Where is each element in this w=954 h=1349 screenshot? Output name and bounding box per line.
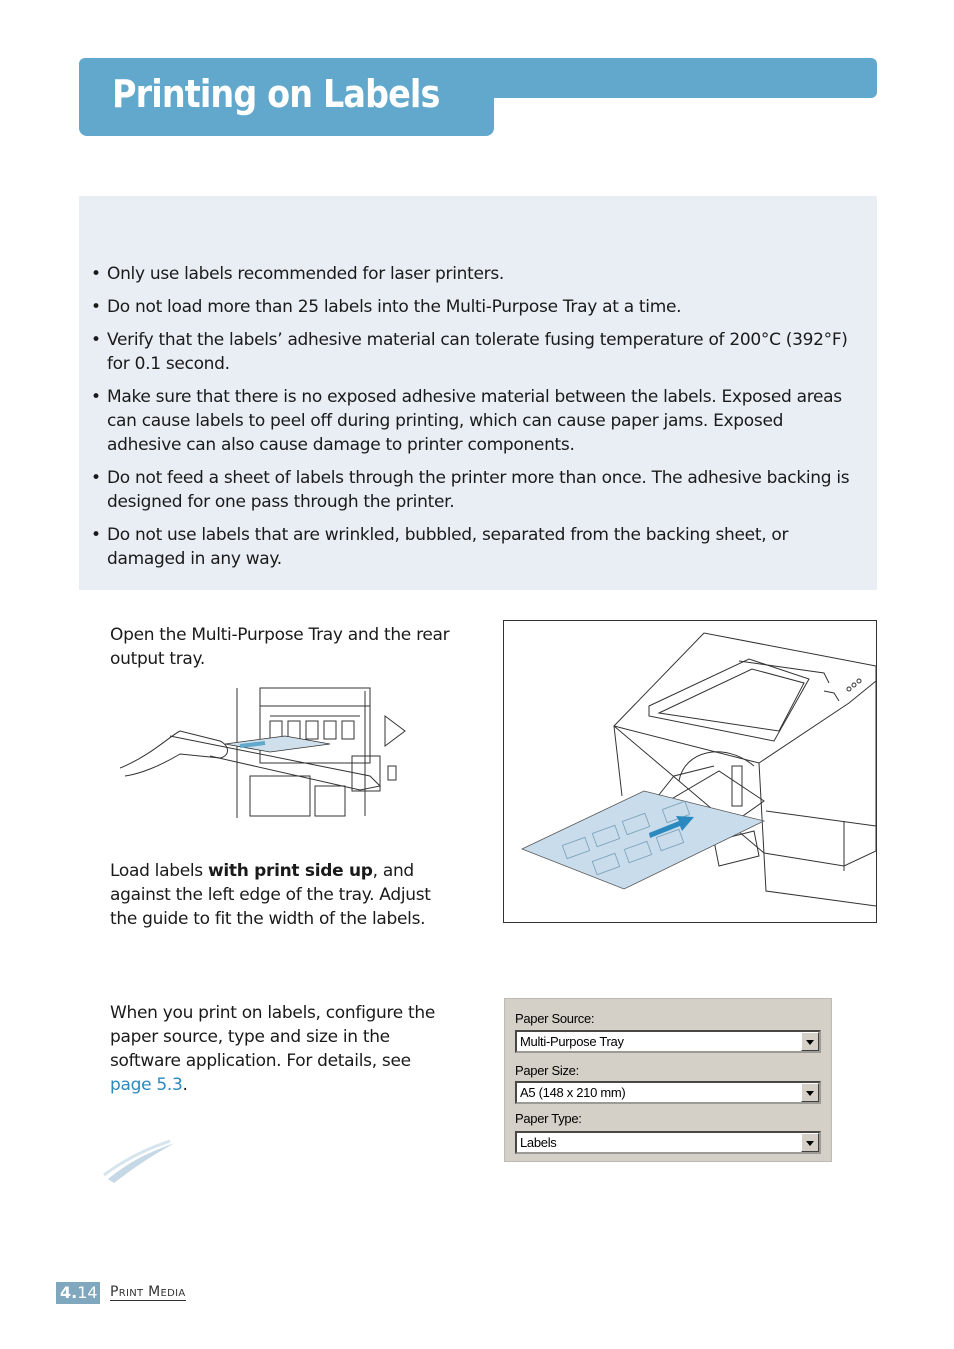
chevron-down-icon[interactable] (801, 1133, 819, 1152)
open-tray-illustration (120, 686, 420, 821)
paper-source-value: Multi-Purpose Tray (520, 1034, 624, 1049)
guideline-item: • Only use labels recommended for laser printers. (91, 264, 505, 284)
step-2-text: Load labels with print side up, and against the left edge of the tray. Adjust the guide to fit the width of the labels. (110, 861, 431, 929)
page-title: Printing on Labels (112, 72, 440, 116)
page-link[interactable]: page 5.3 (110, 1075, 183, 1095)
guideline-item: • Make sure that there is no exposed adhesive material between the labels. Exposed areas can cause labels to peel off during printing, which can cause paper jams. Exposed adhesive can also cause damage to printer components. (91, 387, 842, 455)
title-banner-notch (494, 98, 877, 138)
paper-size-select[interactable] (515, 1081, 821, 1104)
footer-section-title: Print Media (110, 1284, 186, 1300)
page-number-badge: 4.14 (56, 1282, 100, 1304)
guideline-item: • Verify that the labels’ adhesive material can tolerate fusing temperature of 200°C (392°F) for 0.1 second. (91, 330, 848, 374)
printer-illustration-frame (503, 620, 877, 923)
chevron-down-icon[interactable] (801, 1032, 819, 1051)
paper-size-value: A5 (148 x 210 mm) (520, 1085, 626, 1100)
guidelines-list (91, 262, 861, 580)
guideline-item: • Do not use labels that are wrinkled, bubbled, separated from the backing sheet, or damaged in any way. (91, 525, 789, 569)
paper-settings-dialog (504, 998, 832, 1162)
step-3-text: When you print on labels, configure the paper source, type and size in the software application. For details, see page 5.3. (110, 1003, 436, 1095)
note-brush-icon (100, 1135, 180, 1187)
step-1-text: Open the Multi-Purpose Tray and the rear output tray. (110, 625, 450, 669)
printer-illustration (504, 621, 876, 922)
paper-source-select[interactable] (515, 1030, 821, 1053)
paper-type-select[interactable] (515, 1131, 821, 1154)
paper-size-label: Paper Size: (515, 1063, 579, 1078)
paper-type-value: Labels (520, 1135, 557, 1150)
guideline-item: • Do not feed a sheet of labels through the printer more than once. The adhesive backing is designed for one pass through the printer. (91, 468, 850, 512)
chevron-down-icon[interactable] (801, 1083, 819, 1102)
guidelines-box (79, 196, 877, 590)
paper-source-label: Paper Source: (515, 1011, 595, 1026)
dialog-body (511, 1005, 825, 1155)
paper-type-label: Paper Type: (515, 1111, 582, 1126)
guideline-item: • Do not load more than 25 labels into the Multi-Purpose Tray at a time. (91, 297, 682, 317)
